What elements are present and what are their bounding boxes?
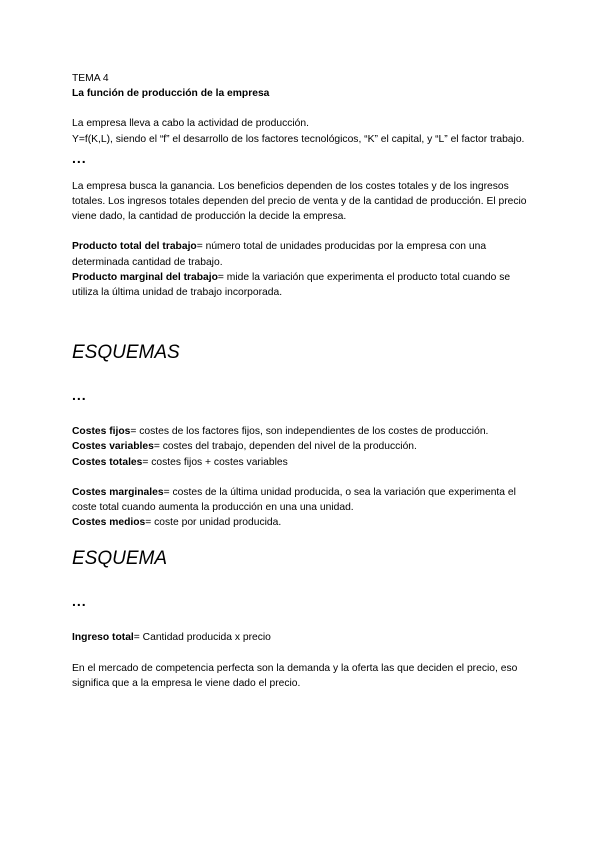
- definition-costes-medios: [72, 515, 532, 530]
- topic-label: TEMA 4: [72, 73, 109, 84]
- def-ingreso-total: = Cantidad producida x precio: [133, 632, 271, 644]
- def-costes-marginales: = costes de la última unidad producida, o sea la variación que experimenta el coste total cuando aumenta la producción en una una unidad.: [72, 486, 516, 514]
- definition-costes-totales: [72, 455, 532, 470]
- paragraph-mercado: En el mercado de competencia perfecta son la demanda y la oferta las que deciden el precio, eso significa que a la empresa le viene dado el precio.: [72, 662, 518, 689]
- paragraph-ganancia: La empresa busca la ganancia. Los beneficios dependen de los costes totales y de los ingresos totales. Los ingresos totales dependen del precio de venta y de la cantidad de producción. El precio viene dado, la cantidad de producción la decide la empresa.: [72, 180, 527, 223]
- ellipsis-2: ...: [72, 387, 87, 404]
- def-costes-variables: = costes del trabajo, dependen del nivel de la producción.: [153, 441, 417, 453]
- heading-esquemas: ESQUEMAS: [72, 342, 180, 364]
- intro-line-1: La empresa lleva a cabo la actividad de producción.: [72, 118, 309, 130]
- document-title-text: La función de producción de la empresa: [72, 88, 270, 100]
- intro-line-2: Y=f(K,L), siendo el “f” el desarrollo de los factores tecnológicos, “K” el capital, y “L” el factor trabajo.: [72, 133, 525, 145]
- term-costes-marginales: Costes marginales: [72, 486, 164, 498]
- definition-producto-marginal: [72, 270, 532, 300]
- ellipsis-3: ...: [72, 593, 87, 610]
- term-ingreso-total: Ingreso total: [72, 632, 134, 644]
- document-title: [72, 86, 532, 101]
- definition-ingreso-total: [72, 630, 532, 645]
- def-producto-total: = número total de unidades producidas por la empresa con una determinada cantidad de trabajo.: [72, 241, 487, 268]
- def-costes-totales: = costes fijos + costes variables: [142, 456, 288, 468]
- def-producto-marginal: = mide la variación que experimenta el producto total cuando se utiliza la última unidad de trabajo incorporada.: [72, 271, 511, 299]
- term-costes-totales: Costes totales: [72, 456, 143, 468]
- document-content: [72, 71, 532, 691]
- definition-costes-fijos: [72, 424, 532, 439]
- term-costes-fijos: Costes fijos: [72, 426, 131, 438]
- term-producto-marginal: Producto marginal del trabajo: [72, 271, 218, 283]
- ellipsis-1: ...: [72, 149, 87, 166]
- def-costes-fijos: = costes de los factores fijos, son independientes de los costes de producción.: [130, 426, 489, 438]
- definition-producto-total: [72, 239, 532, 269]
- def-costes-medios: = coste por unidad producida.: [145, 517, 282, 529]
- term-costes-variables: Costes variables: [72, 441, 154, 453]
- heading-esquema: ESQUEMA: [72, 548, 168, 570]
- definition-costes-marginales: [72, 485, 532, 515]
- definition-costes-variables: [72, 439, 532, 454]
- term-costes-medios: Costes medios: [72, 517, 146, 529]
- term-producto-total: Producto total del trabajo: [72, 241, 197, 253]
